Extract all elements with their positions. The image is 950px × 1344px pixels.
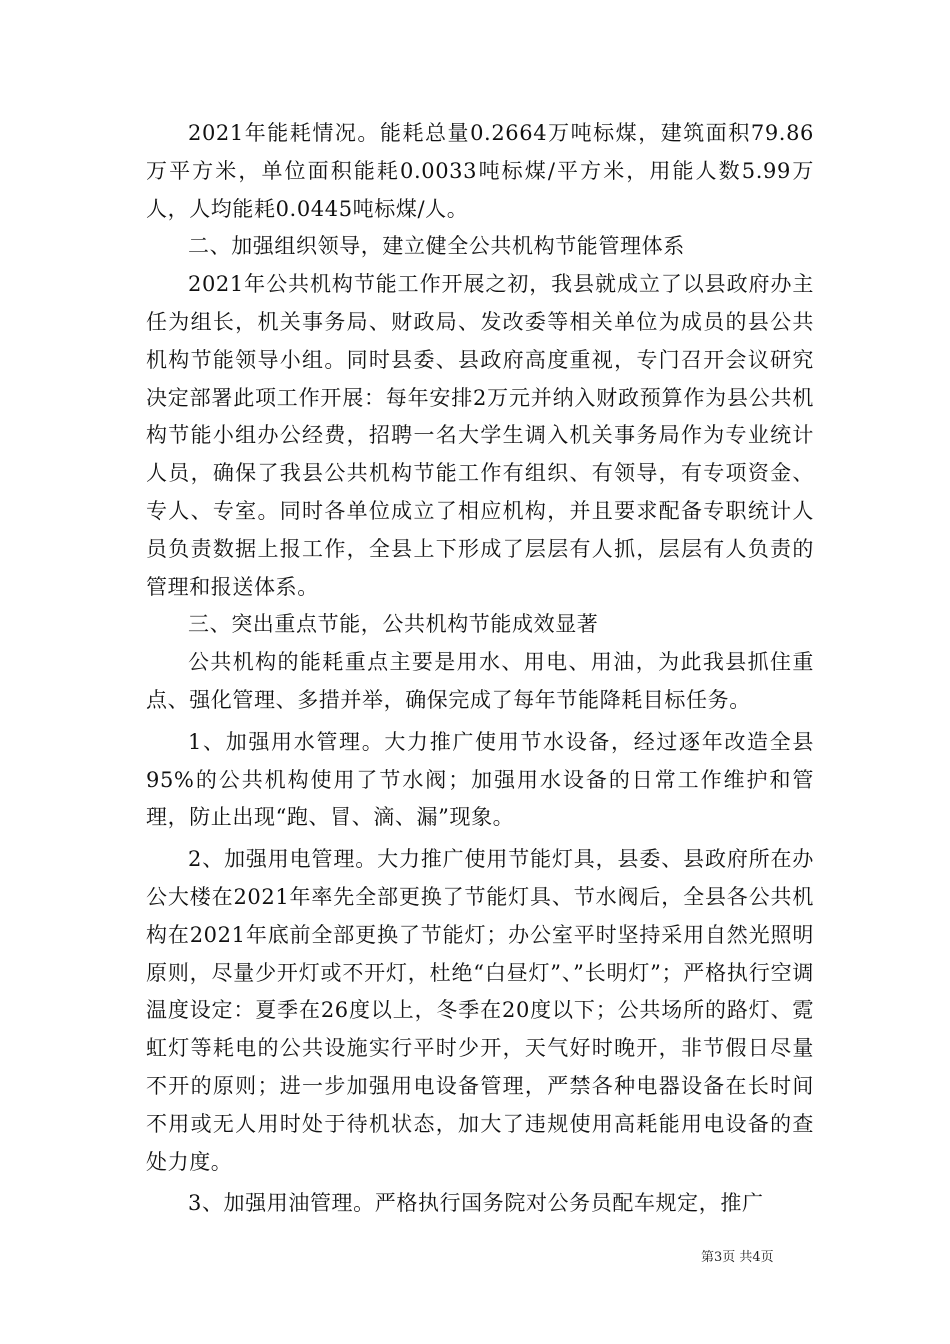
paragraph-electricity-management: 2、加强用电管理。大力推广使用节能灯具，县委、县政府所在办公大楼在2021年率先全部更换了节能灯具、节水阀后，全县各公共机构在2021年底前全部更换了节能灯；办公室平时坚持采用自然光照明原则，尽量少开灯或不开灯，杜绝“白昼灯”、”长明灯”；严格执行空调温度设定：夏季在26度以上，冬季在20度以下；公共场所的路灯、霓虹灯等耗电的公共设施实行平时少开，天气好时晚开，非节假日尽量不开的原则；进一步加强用电设备管理，严禁各种电器设备在长时间不用或无人用时处于待机状态，加大了违规使用高耗能用电设备的查处力度。 [146, 847, 814, 1174]
paragraph-energy-2021: 2021年能耗情况。能耗总量0.2664万吨标煤，建筑面积79.86万平方米，单位面积能耗0.0033吨标煤/平方米，用能人数5.99万人，人均能耗0.0445吨标煤/人。 [146, 121, 814, 221]
page-number-footer: 第3页 共4页 [701, 1250, 774, 1265]
paragraph-oil-management: 3、加强用油管理。严格执行国务院对公务员配车规定，推广 [188, 1191, 764, 1216]
document-body [146, 115, 814, 1223]
paragraph-organization: 2021年公共机构节能工作开展之初，我县就成立了以县政府办主任为组长，机关事务局、财政局、发改委等相关单位为成员的县公共机构节能领导小组。同时县委、县政府高度重视，专门召开会议研究决定部署此项工作开展：每年安排2万元并纳入财政预算作为县公共机构节能小组办公经费，招聘一名大学生调入机关事务局作为专业统计人员，确保了我县公共机构节能工作有组织、有领导，有专项资金、专人、专室。同时各单位成立了相应机构，并且要求配备专职统计人员负责数据上报工作，全县上下形成了层层有人抓，层层有人负责的管理和报送体系。 [146, 272, 814, 599]
paragraph-key-points: 公共机构的能耗重点主要是用水、用电、用油，为此我县抓住重点、强化管理、多措并举，确保完成了每年节能降耗目标任务。 [146, 650, 814, 712]
section-heading-key-points: 三、突出重点节能，公共机构节能成效显著 [188, 612, 599, 637]
section-heading-organization: 二、加强组织领导，建立健全公共机构节能管理体系 [188, 234, 685, 259]
paragraph-water-management: 1、加强用水管理。大力推广使用节水设备，经过逐年改造全县95%的公共机构使用了节水阀；加强用水设备的日常工作维护和管理，防止出现“跑、冒、滴、漏”现象。 [146, 729, 814, 830]
